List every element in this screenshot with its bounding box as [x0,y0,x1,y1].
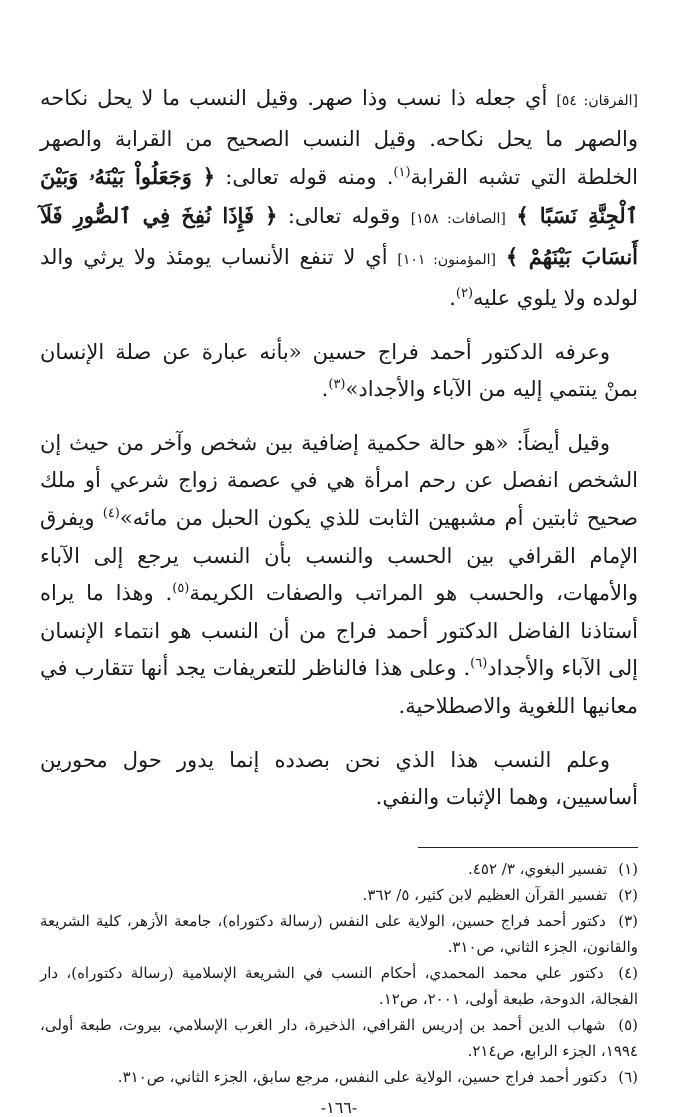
paragraph-p1 [40,80,638,318]
footnote-text: تفسير البغوي، ٣/ ٤٥٢. [468,859,608,878]
footnote-number: (٥) [618,1015,638,1034]
footnotes [40,856,638,1090]
body-text-run: أي جعله ذا نسب وذا صهر. وقيل النسب ما لا يحل نكاحه والصهر ما يحل نكاحه. وقيل النسب الصحيح من القرابة والصهر الخلطة التي تشبه القرابة [40,86,638,190]
footnote-number: (٣) [618,911,638,930]
footnote-separator [418,847,638,848]
quran-quote: ﴿ وَجَعَلُواْ بَيْنَهُۥ وَبَيْنَ ٱلْجِنَّةِ نَسَبًا ﴾ [40,164,638,228]
footnote-number: (٢) [618,885,638,904]
footnote-text: دكتور أحمد فراج حسين، الولاية على النفس، مرجع سابق، الجزء الثاني، ص٣١٠. [117,1067,608,1086]
body-text-run: وعلم النسب هذا الذي نحن بصدده إنما يدور حول محورين أساسيين، وهما الإثبات والنفي. [40,747,638,810]
paragraph-p2 [40,334,638,409]
body-text-run: . وهذا ما يراه أستاذنا الفاضل الدكتور أحمد فراج من أن النسب هو انتماء الإنسان إلى الآباء والأجداد [40,581,638,681]
paragraph-p4 [40,742,638,817]
footnote-number: (١) [618,859,638,878]
body-text-run: ويفرق الإمام القرافي بين الحسب والنسب بأن النسب يرجع إلى الآباء والأمهات، والحسب هو المراتب والصفات الكريمة [40,505,638,606]
body-text-run: . ومنه قوله تعالى: [215,165,394,190]
body-text-run: أي لا تنفع الأنساب يومئذ ولا يرثي والد لولده ولا يلوي عليه [40,245,638,310]
footnote-text: تفسير القرآن العظيم لابن كثير، ٥/ ٣٦٢. [362,885,608,904]
verse-reference: [المؤمنون: ١٠١] [397,252,497,269]
footnote-text: دكتور علي محمد المحمدي، أحكام النسب في الشريعة الإسلامية (رسالة دكتوراه)، دار الفجالة، الدوحة، طبعة أولى، ٢٠٠١، ص١٢. [40,963,638,1008]
footnote-text: شهاب الدين أحمد بن إدريس القرافي، الذخيرة، دار الغرب الإسلامي، بيروت، طبعة أولى، ١٩٩٤، الجزء الرابع، ص٢١٤. [40,1015,638,1060]
footnote-marker: (٤) [102,505,120,521]
body-text-run [496,245,506,269]
body-text-run: . [321,377,329,402]
footnote-marker: (٢) [455,285,474,301]
footnote [40,908,638,960]
body-text-run: وقوله تعالى: [277,203,411,228]
footnote-number: (٦) [618,1067,638,1086]
footnote-number: (٤) [618,963,638,982]
verse-reference: [الصافات: ١٥٨] [410,210,506,227]
footnote-marker: (٦) [470,656,488,672]
body-text-run: . وعلى هذا فالناظر للتعريفات يجد أنها تتقارب في معانيها اللغوية والاصطلاحية. [40,656,638,718]
footnote [40,1064,638,1090]
body-text-run: وعرفه الدكتور أحمد فراج حسين «بأنه عبارة عن صلة الإنسان بمنْ ينتمي إليه من الآباء والأجداد» [40,339,638,402]
verse-reference: [الفرقان: ٥٤] [556,93,638,109]
body-text-run [506,204,516,228]
paragraph-p3 [40,425,638,726]
quran-quote: ﴿ فَإِذَا نُفِخَ فِي ٱلصُّورِ فَلَآ أَنسَابَ بَيْنَهُمْ ﴾ [40,202,638,270]
footnote-text: دكتور أحمد فراج حسين، الولاية على النفس (رسالة دكتوراه)، جامعة الأزهر، كلية الشريعة والقانون، الجزء الثاني، ص٣١٠. [40,911,638,956]
body-text-run: وقيل أيضاً: «هو حالة حكمية إضافية بين شخص وآخر من حيث إن الشخص انفصل عن رحم امرأة هي في عصمة زواج شرعي أو ملك صحيح ثابتين ‌أم مشبهين الثابت للذي يكون الحبل من مائه» [40,430,638,530]
footnote [40,882,638,908]
footnote-marker: (٣) [328,377,346,393]
footnote-marker: (١) [393,165,411,181]
footnote-marker: (٥) [172,581,190,597]
page-number: -١٦٦- [320,1097,358,1117]
footnote [40,856,638,882]
footnote [40,1012,638,1064]
body-text-run: . [449,285,456,310]
footnote [40,960,638,1012]
body-text [40,80,638,817]
